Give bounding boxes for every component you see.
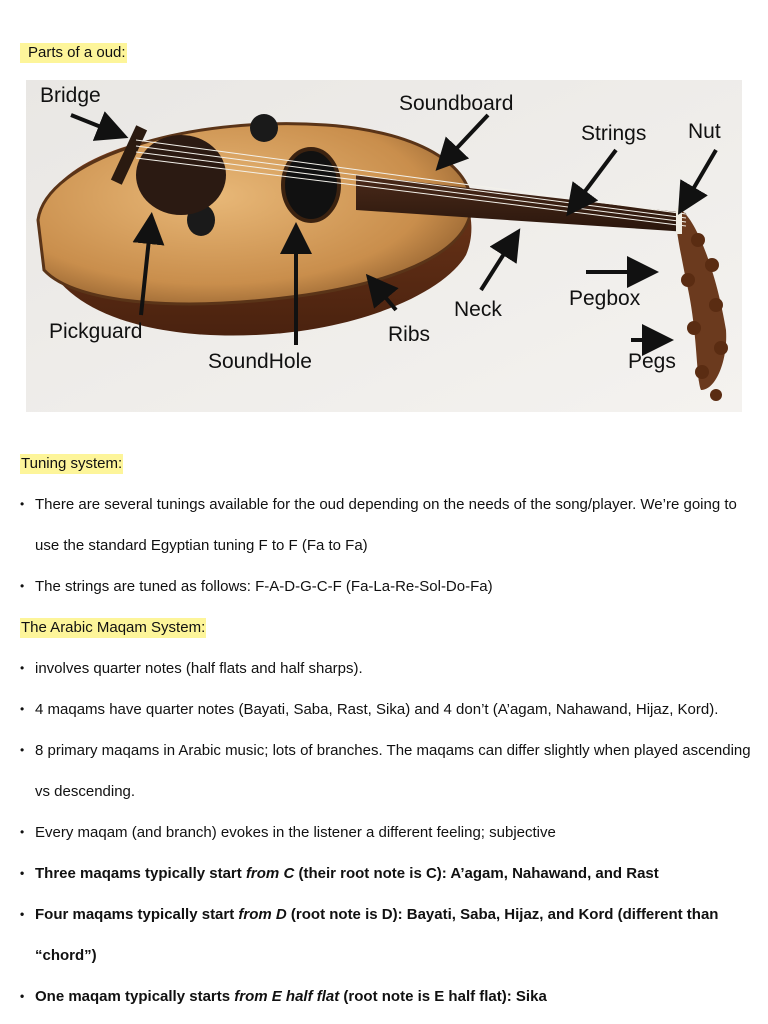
bullet-dot: • [20,907,25,921]
list-item [20,976,755,1017]
oud-pickguard [136,135,226,215]
list-item [20,484,755,566]
oud-nut [676,208,682,234]
label-nut: Nut [688,120,721,143]
bullet-dot: • [20,989,25,1003]
bullet-dot: • [20,866,25,880]
list-item [20,566,755,607]
heading-maqam: The Arabic Maqam System: [21,619,206,636]
oud-soundhole [283,149,339,221]
maqam-item-text: 4 maqams have quarter notes (Bayati, Saba, Rast, Sika) and 4 don’t (A’agam, Nahawand, Hijaz, Kord). [35,701,719,718]
heading-parts: Parts of a oud: [20,43,127,63]
label-bridge: Bridge [40,84,101,107]
oud-rosette-small [250,114,278,142]
bullet-dot: • [20,497,25,511]
tuning-item-text: There are several tunings available for the oud depending on the needs of the song/player. We’re going to use the standard Egyptian tuning F to F (Fa to Fa) [35,496,737,554]
tuning-item-text: The strings are tuned as follows: F-A-D-G-C-F (Fa-La-Re-Sol-Do-Fa) [35,578,493,595]
bullet-dot: • [20,702,25,716]
label-pegs: Pegs [628,350,676,373]
label-soundhole: SoundHole [208,350,312,373]
maqam-item-text: Every maqam (and branch) evokes in the listener a different feeling; subjective [35,824,556,841]
oud-diagram [26,80,742,412]
label-pegbox: Pegbox [569,287,641,310]
label-neck: Neck [454,298,502,321]
heading-tuning: Tuning system: [21,455,123,472]
list-item [20,894,755,976]
label-pickguard: Pickguard [49,320,143,343]
list-item [20,689,755,730]
maqam-item-text: involves quarter notes (half flats and half sharps). [35,660,363,677]
bullet-dot: • [20,661,25,675]
bullet-dot: • [20,743,25,757]
list-item [20,853,755,894]
bullet-dot: • [20,825,25,839]
maqam-bold-item-text: Four maqams typically start from D (root note is D): Bayati, Saba, Hijaz, and Kord (different than “chord”) [35,906,719,964]
maqam-bold-item-text: One maqam typically starts from E half flat (root note is E half flat): Sika [35,988,547,1005]
maqam-item-text: 8 primary maqams in Arabic music; lots of branches. The maqams can differ slightly when played ascending vs descending. [35,742,751,800]
maqam-bold-item-text: Three maqams typically start from C (their root note is C): A’agam, Nahawand, and Rast [35,865,659,882]
list-item [20,648,755,689]
label-soundboard: Soundboard [399,92,514,115]
list-item [20,730,755,812]
label-ribs: Ribs [388,323,431,346]
list-item [20,812,755,853]
bullet-dot: • [20,579,25,593]
label-strings: Strings [581,122,647,145]
